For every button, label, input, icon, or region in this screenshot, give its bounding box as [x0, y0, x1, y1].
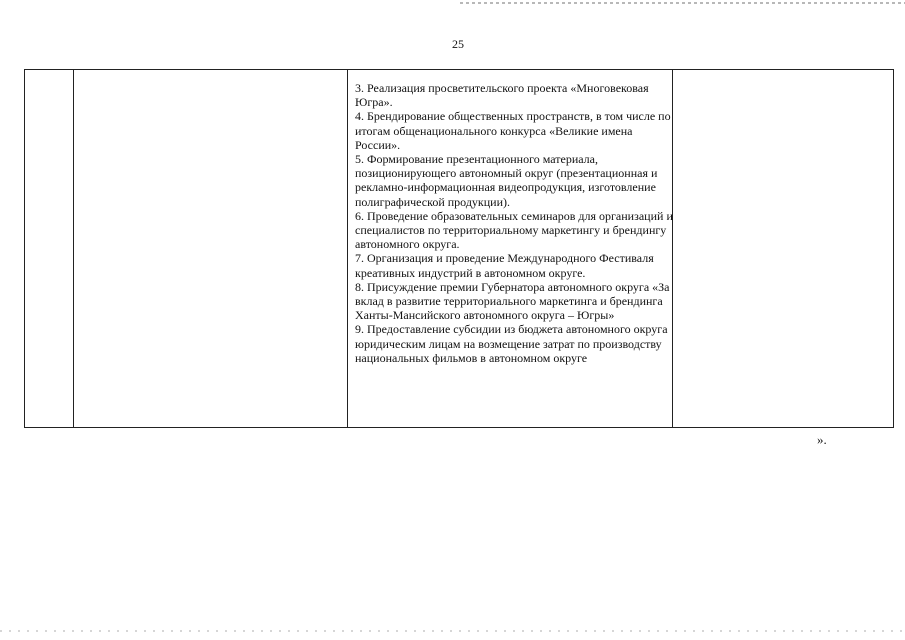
scan-artifact-bottom — [0, 630, 905, 632]
table-column-divider — [73, 70, 74, 427]
page-number: 25 — [452, 37, 464, 51]
list-item: 6. Проведение образовательных семинаров для организаций и специалистов по территориальному маркетингу и брендингу автономного округа. — [355, 208, 673, 252]
list-item: 4. Брендирование общественных пространств, в том числе по итогам общенационального конкурса «Великие имена России». — [355, 109, 671, 152]
list-item: 5. Формирование презентационного материала, позиционирующего автономный округ (презентационная и рекламно-информационная видеопродукция, изготовление полиграфической продукции). — [355, 152, 658, 209]
measures-list-cell — [355, 81, 673, 365]
measures-table — [24, 69, 894, 428]
closing-quote: ». — [817, 432, 827, 447]
table-column-divider — [347, 70, 348, 427]
list-item: 7. Организация и проведение Международного Фестиваля креативных индустрий в автономном округе. — [355, 251, 654, 280]
list-item: 3. Реализация просветительского проекта «Многовековая Югра». — [355, 81, 649, 110]
list-item: 9. Предоставление субсидии из бюджета автономного округа юридическим лицам на возмещение затрат по производству национальных фильмов в автономном округе — [355, 322, 668, 365]
scan-artifact-top — [460, 2, 905, 4]
list-item: 8. Присуждение премии Губернатора автономного округа «За вклад в развитие территориального маркетинга и брендинга Ханты-Мансийского автономного округа – Югры» — [355, 279, 670, 323]
